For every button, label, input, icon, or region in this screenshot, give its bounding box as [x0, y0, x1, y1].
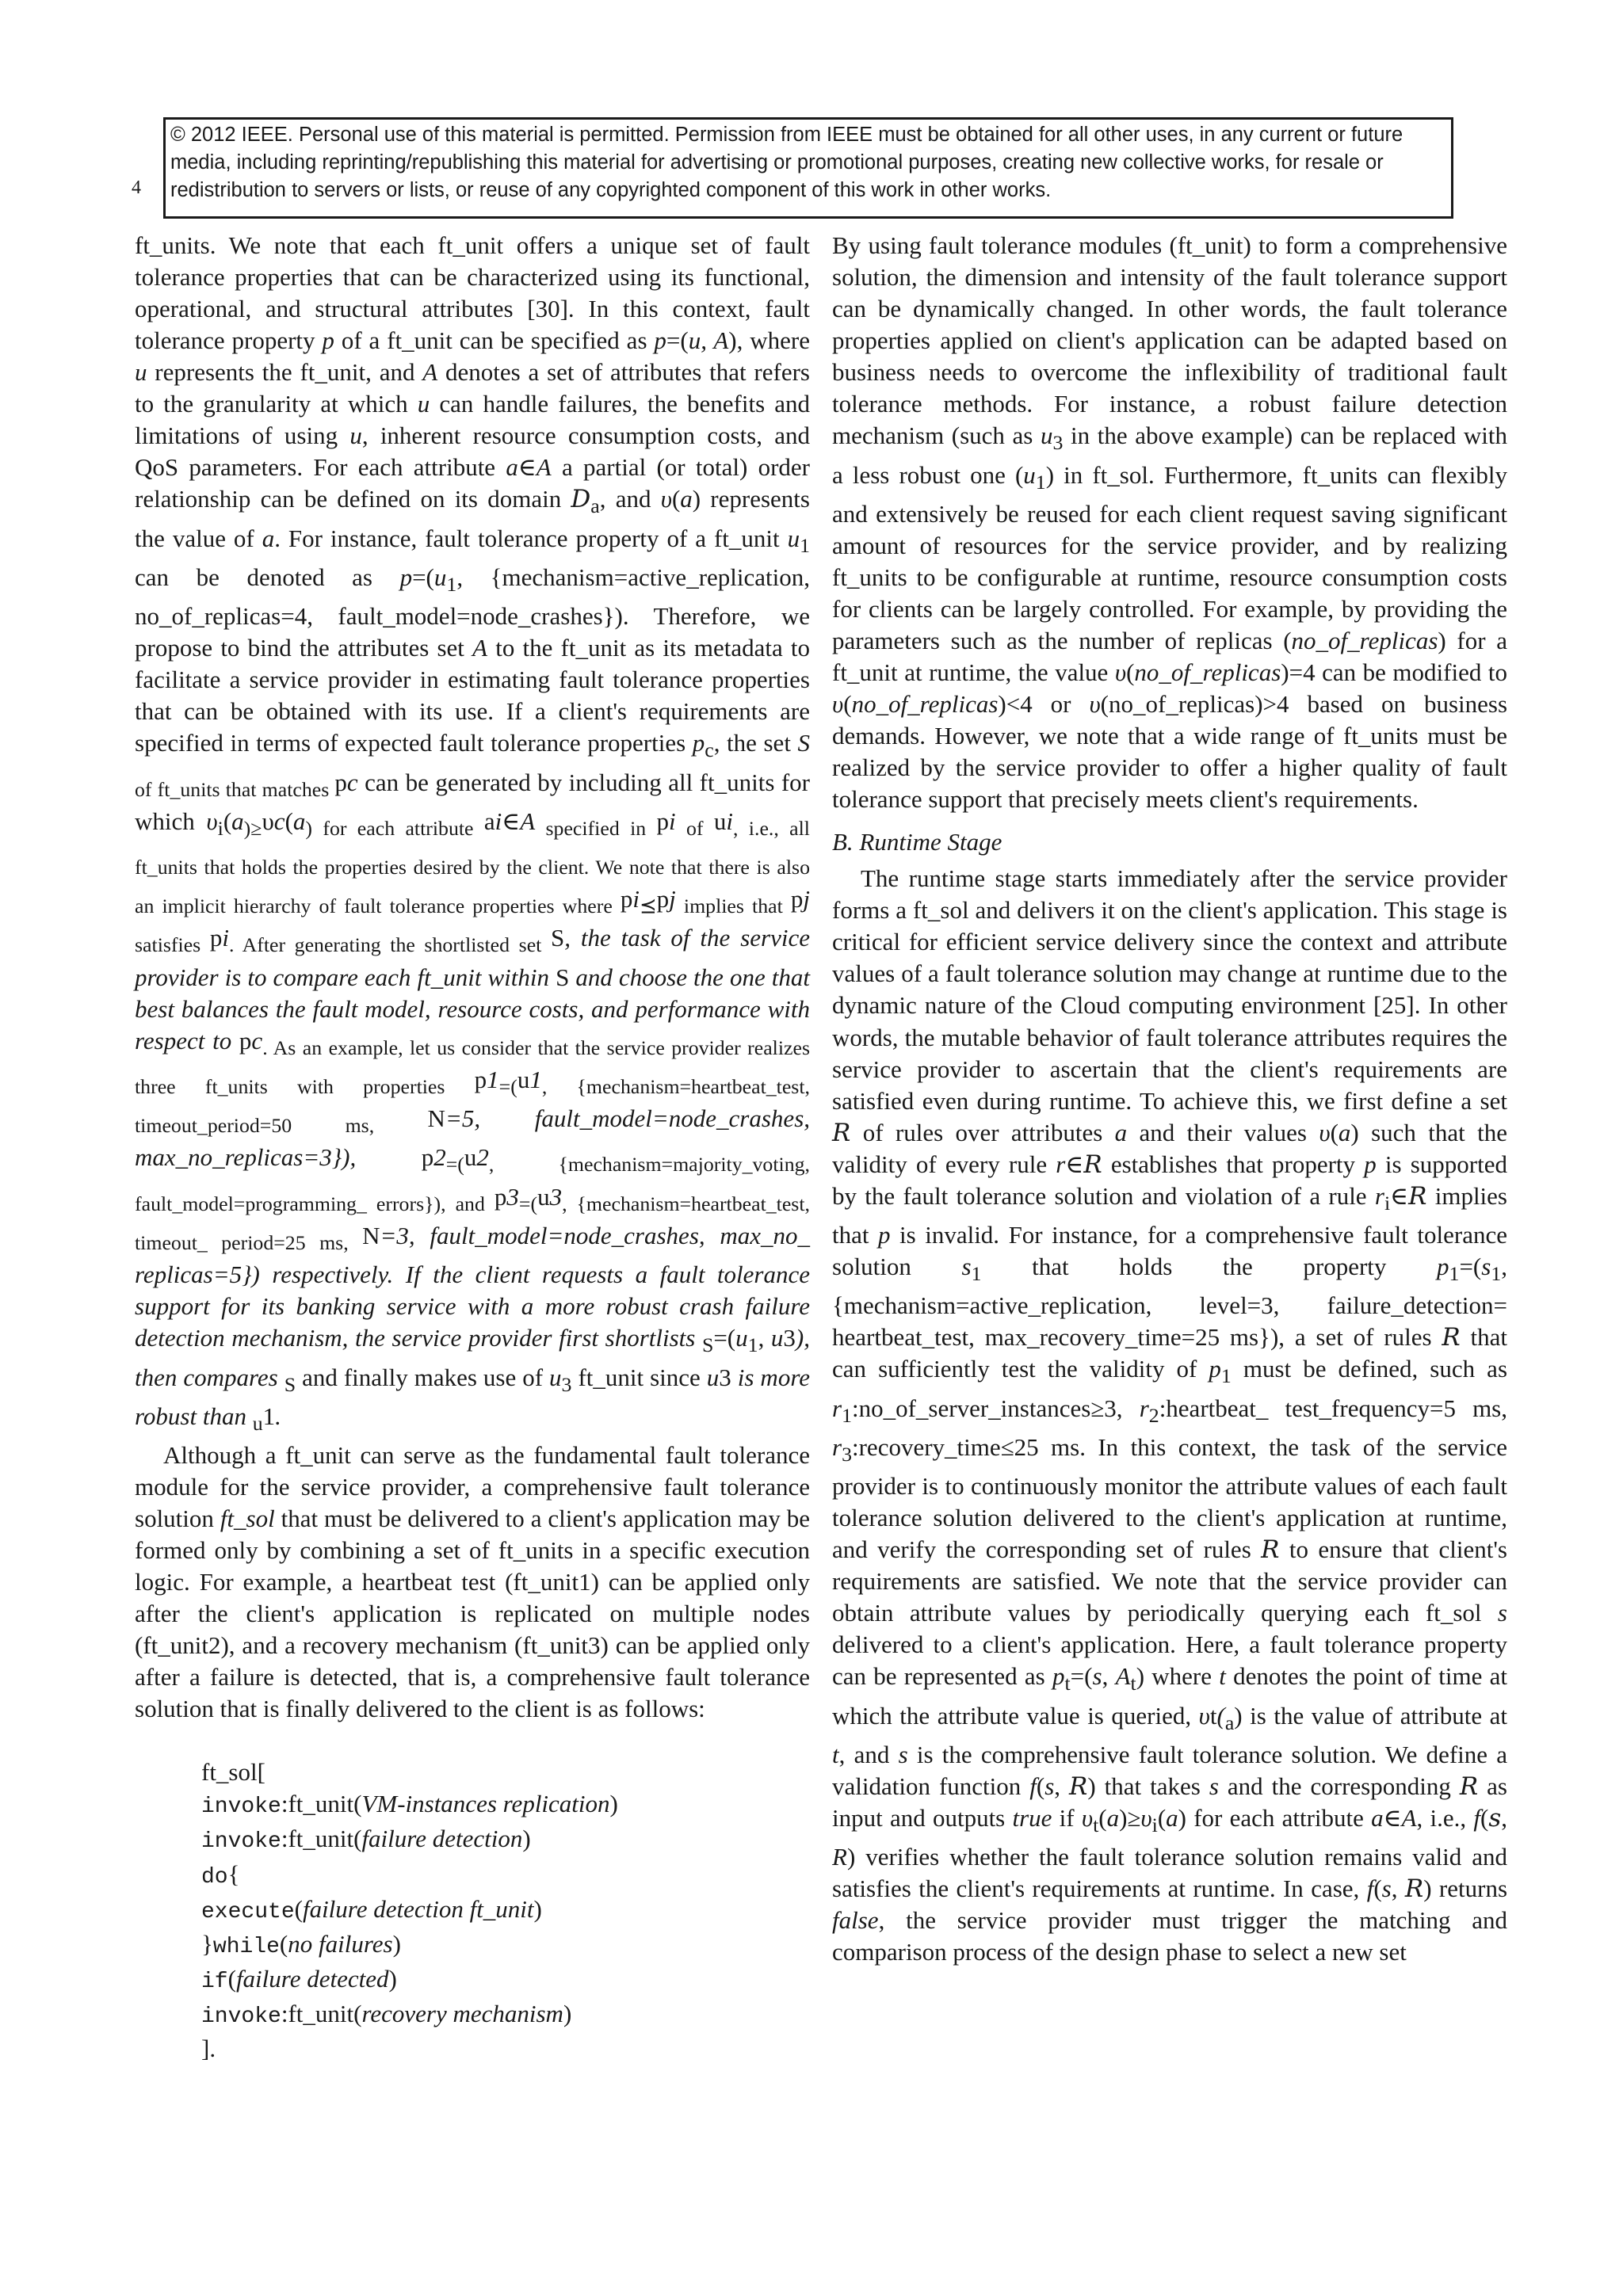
code-line-9: ]. — [201, 2034, 216, 2062]
page-number: 4 — [132, 177, 141, 198]
right-paragraph-2: The runtime stage starts immediately after the service provider forms a ft_sol and delivers it on the client's application. This stage is critical for efficient service delivery since the context and attribute values of a fault tolerance solution may change at runtime due to the dynamic nature of the Cloud computing environment [25]. In other words, the mutable behavior of fault tolerance attributes requires the service provider to ascertain that the client's requirements are satisfied even during runtime. To achieve this, we first define a set R of rules over attributes a and their values υ(a) such that the validity of every rule r∈R establishes that property p is supported by the fault tolerance solution and violation of a rule $r_i\in R$ implies that p is invalid. For instance, for a comprehensive fault tolerance solution $s_1$ that holds the property $p_1=(s_1$, {mechanism=active_replication, level=3, failure_detection= heartbeat_test, max_recovery_time=25 ms}), a set of rules R that can sufficiently test the validity of $p_1$ must be defined, such as $r_1:no\_of\_server\_instances\ge 3$, $r_2:heartbeat\_$ test_frequency=5 ms, $r_3:recovery\_time\le 25$ ms. In this context, the task of the service provider is to continuously monitor the attribute values of each fault tolerance solution delivered to the client's application at runtime, and verify the corresponding set of rules R to ensure that client's requirements are satisfied. We note that the service provider can obtain attribute values by periodically querying each ft_sol s delivered to a client's application. Here, a fault tolerance property can be represented as $p_t=(s$, $A_t$) where t denotes the point of time at which the attribute value is queried, $\upsilon t(_a)$ is the value of attribute at t, and s is the comprehensive fault tolerance solution. We define a validation function f(s, R) that takes s and the corresponding R as input and outputs true if $\upsilon_t(a)\ge\upsilon_i(a)$ for each attribute a∈A, i.e., f(s, R) verifies whether the fault tolerance solution remains valid and satisfies the client's requirements at runtime. In case, f(s, R) returns false, the service provider must trigger the matching and comparison process of the design phase to select a new set — [832, 864, 1508, 1966]
code-line-3: invoke:ft_unit(failure detection) — [201, 1825, 531, 1855]
left-paragraph-1: ft_units. We note that each ft_unit offers a unique set of fault tolerance properties that can be characterized using its functional, operational, and structural attributes [30]. In this context, fault tolerance property p of a ft_unit can be specified as p=(u, A), where u represents the ft_unit, and A denotes a set of attributes that refers to the granularity at which u can handle failures, the benefits and limitations of using u, inherent resource consumption costs, and QoS parameters. For each attribute a∈A a partial (or total) order relationship can be defined on its domain $D_a$, and υ(a) represents the value of a. For instance, fault tolerance property of a ft_unit $u_1$ can be denoted as $p=(u_1$, {mechanism=active_replication, no_of_replicas=4, fault_model=node_crashes}). Therefore, we propose to bind the attributes set A to the ft_unit as its metadata to facilitate a service provider in estimating fault tolerance properties that can be obtained with its use. If a client's requirements are specified in terms of expected fault tolerance properties $p_c$, the set S $_{of ft\_units that matches}$ pc can be generated by including all ft_units for which $\upsilon_i(a_{)\ge}\upsilon c(a_{) for each attribute}$ ai∈A $_{specified in}$ pi $_{of}$ $ui_{, i.e., all ft\_units that holds the properties desired by the client. We note that there is also an implicit hierarchy of fault tolerance properties where}$ $pi_⪯pj$ $_{implies that}$ pj $_{satisfies}$ $pi_{. After generating the shortlisted set}$ S, the task of the service provider is to compare each ft_unit within S and choose the one that best balances the fault model, resource costs, and performance with respect to $pc_{. As an example, let us consider that the service provider realizes three ft\_units with properties}$ $p1_{=(}u1_{, \{mechanism=heartbeat\_test, timeout\_period=50 ms,}$ N=5, fault_model=node_crashes, max_no_replicas=3}), $p2_{=(}u2_{, \{mechanism=majority\_voting, fault\_model=programming\_ errors\}), and}$ $p3_{=(}u3_{, \{mechanism=heartbeat\_test, timeout\_ period=25 ms,}$ N=3, fault_model=node_crashes, max_no_ replicas=5}) respectively. If the client requests a fault tolerance support for its banking service with a more robust crash failure detection mechanism, the service provider first shortlists $_S=(u_1$, u3), then compares $_S$ and finally makes use of $u_3$ ft_unit since u3 is more robust than $_u$1. — [135, 231, 811, 1435]
code-line-5: execute(failure detection ft_unit) — [201, 1894, 542, 1924]
code-line-7: if(failure detected) — [201, 1964, 397, 1994]
left-column — [135, 230, 810, 2065]
code-line-2: invoke:ft_unit(VM-instances replication) — [201, 1790, 618, 1820]
right-paragraph-1: By using fault tolerance modules (ft_unit) to form a comprehensive solution, the dimension and intensity of the fault tolerance support can be dynamically changed. In other words, the fault tolerance properties applied on client's application can be adapted based on business needs to overcome the inflexibility of traditional fault tolerance methods. For instance, a robust failure detection mechanism (such as $u_3$ in the above example) can be replaced with a less robust one $(u_1)$ in ft_sol. Furthermore, ft_units can flexibly and extensively be reused for each client request saving significant amount of resources for the service provider, and by realizing ft_units to be configurable at runtime, resource consumption costs for clients can be largely controlled. For example, by providing the parameters such as the number of replicas (no_of_replicas) for a ft_unit at runtime, the value υ(no_of_replicas)=4 can be modified to υ(no_of_replicas)<4 or υ(no_of_replicas)>4 based on business demands. However, we note that a wide range of ft_units must be realized by the service provider to offer a higher quality of fault tolerance support that precisely meets client's requirements. — [832, 231, 1508, 814]
code-line-4: do{ — [201, 1859, 240, 1890]
code-block — [201, 1756, 810, 2064]
code-line-1: ft_sol[ — [201, 1758, 265, 1787]
right-column — [832, 230, 1507, 1968]
code-line-6: }while(no failures) — [201, 1929, 401, 1959]
section-heading: B. Runtime Stage — [832, 828, 1002, 856]
left-paragraph-2: Although a ft_unit can serve as the fundamental fault tolerance module for the service provider, a comprehensive fault tolerance solution ft_sol that must be delivered to a client's application may be formed only by combining a set of ft_units in a specific execution logic. For example, a heartbeat test (ft_unit1) can be applied only after the client's application is replicated on multiple nodes (ft_unit2), and a recovery mechanism (ft_unit3) can be applied only after a failure is detected, that is, a comprehensive fault tolerance solution that is finally delivered to the client is as follows: — [135, 1440, 810, 1723]
copyright-notice: © 2012 IEEE. Personal use of this material is permitted. Permission from IEEE must be obtained for all other uses, in any current or future media, including reprinting/republishing this material for advertising or promotional purposes, creating new collective works, for resale or redistribution to servers or lists, or reuse of any copyrighted component of this work in other works. — [163, 117, 1453, 219]
code-line-8: invoke:ft_unit(recovery mechanism) — [201, 1999, 572, 2029]
